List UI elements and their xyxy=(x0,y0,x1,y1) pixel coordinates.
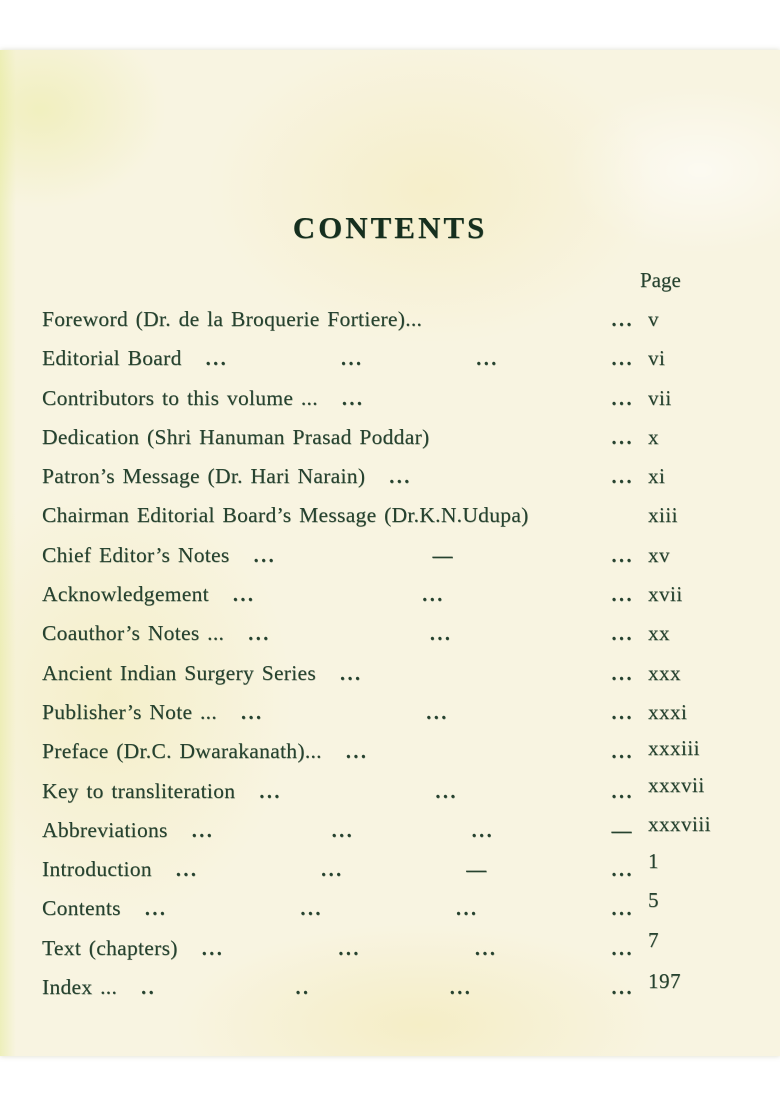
dot-leader: ... xyxy=(611,741,634,764)
dot-leader: ... xyxy=(191,819,215,842)
page-number: xx xyxy=(648,621,670,646)
toc-entry-label: Contents xyxy=(42,896,121,921)
toc-entry-label: Key to transliteration xyxy=(42,778,236,803)
toc-row xyxy=(0,300,780,339)
dot-leader: ... xyxy=(389,466,412,489)
dot-leader: ... xyxy=(340,348,364,371)
dot-leader: ... xyxy=(205,348,229,371)
dot-leader: ... xyxy=(248,623,271,646)
dot-leader: ... xyxy=(611,348,634,371)
toc-row xyxy=(0,693,780,732)
dot-leader: ... xyxy=(435,780,458,803)
dot-leader: ... xyxy=(611,466,634,489)
dot-leader: ... xyxy=(201,937,225,960)
toc-entry-label: Text (chapters) xyxy=(42,935,178,960)
toc-entry-label: Publisher’s Note ... xyxy=(42,699,218,724)
toc-row xyxy=(0,418,780,457)
page-number: xxxvii xyxy=(648,772,705,797)
dot-leaders xyxy=(145,890,634,929)
dot-leader: — xyxy=(611,819,634,842)
dot-leaders xyxy=(233,576,634,615)
dot-leader: ... xyxy=(259,780,282,803)
dot-leader: ... xyxy=(422,584,445,607)
dot-leader: ... xyxy=(449,977,473,1000)
dot-leader: ... xyxy=(338,937,361,960)
dot-leader: ... xyxy=(471,819,495,842)
dot-leaders xyxy=(454,419,635,458)
toc-entry-label: Preface (Dr.C. Dwarakanath)... xyxy=(42,739,322,764)
dot-leader: — xyxy=(432,544,456,567)
dot-leaders xyxy=(248,615,634,654)
toc-entry-label: Introduction xyxy=(42,857,152,882)
toc-entry-label: Coauthor’s Notes ... xyxy=(42,621,225,646)
dot-leader: — xyxy=(466,859,489,882)
toc-row xyxy=(0,614,780,653)
dot-leaders xyxy=(254,537,634,576)
page-number: vii xyxy=(648,385,672,410)
toc-entry-label: Acknowledgement xyxy=(42,582,209,607)
dot-leader: .. xyxy=(295,977,311,1000)
dot-leader: ... xyxy=(611,544,634,567)
toc-entry-label: Chairman Editorial Board’s Message (Dr.K.N.Udupa) xyxy=(42,503,529,528)
toc-row xyxy=(0,536,780,575)
dot-leader: ... xyxy=(340,662,363,685)
toc-entry-label: Ancient Indian Surgery Series xyxy=(42,660,317,685)
dot-leaders xyxy=(141,969,634,1008)
dot-leader: ... xyxy=(611,780,634,803)
toc-entry-label: Dedication (Shri Hanuman Prasad Poddar) xyxy=(42,424,430,449)
toc-entry-label: Editorial Board xyxy=(42,346,182,371)
toc-entry-label: Index ... xyxy=(42,975,118,1000)
page-number: 7 xyxy=(648,927,659,952)
dot-leader: ... xyxy=(175,859,199,882)
dot-leaders xyxy=(241,694,634,733)
dot-leaders xyxy=(342,380,634,419)
toc-row xyxy=(0,575,780,614)
dot-leader: ... xyxy=(611,937,634,960)
toc-row xyxy=(0,457,780,496)
dot-leaders xyxy=(202,930,634,969)
dot-leader: ... xyxy=(321,859,344,882)
dot-leader: ... xyxy=(611,623,634,646)
toc-entry-label: Chief Editor’s Notes xyxy=(42,542,230,567)
toc-list xyxy=(0,300,780,1007)
dot-leader: ... xyxy=(144,898,168,921)
toc-entry-label: Patron’s Message (Dr. Hari Narain) xyxy=(42,464,366,489)
dot-leader: ... xyxy=(241,701,264,724)
page-number: vi xyxy=(648,346,666,371)
dot-leader: ... xyxy=(474,937,498,960)
dot-leaders xyxy=(446,301,634,340)
toc-row xyxy=(0,339,780,378)
page-number: xxx xyxy=(648,660,681,685)
page-number: v xyxy=(648,307,659,331)
dot-leader: ... xyxy=(611,701,634,724)
page-number: xi xyxy=(648,464,666,489)
dot-leader: ... xyxy=(611,977,634,1000)
page-title: CONTENTS xyxy=(292,210,488,245)
toc-row xyxy=(0,968,780,1007)
dot-leader: ... xyxy=(331,819,355,842)
dot-leaders xyxy=(176,851,634,890)
dot-leaders xyxy=(206,340,634,379)
dot-leader: ... xyxy=(426,701,449,724)
dot-leader: ... xyxy=(611,387,634,410)
page-number: xxxi xyxy=(648,699,688,724)
page-number: xxxviii xyxy=(648,811,712,836)
page-number: 197 xyxy=(648,969,681,994)
dot-leaders xyxy=(192,812,634,851)
dot-leader: ... xyxy=(476,348,499,371)
toc-row xyxy=(0,496,780,535)
toc-row xyxy=(0,654,780,693)
page-column-header: Page xyxy=(640,268,681,292)
dot-leader: ... xyxy=(300,898,323,921)
page-number: x xyxy=(648,424,659,449)
dot-leader: ... xyxy=(341,387,365,410)
dot-leader: ... xyxy=(253,544,277,567)
page-number: xiii xyxy=(648,503,679,528)
dot-leader: ... xyxy=(611,309,634,331)
page-number: 1 xyxy=(648,849,659,874)
dot-leader: ... xyxy=(611,898,634,921)
page-number: xxxiii xyxy=(648,736,701,761)
toc-entry-label: Abbreviations xyxy=(42,817,168,842)
page-number: xvii xyxy=(648,582,683,607)
dot-leaders xyxy=(259,773,634,812)
dot-leader: ... xyxy=(611,859,634,882)
toc-entry-label: Foreword (Dr. de la Broquerie Fortiere)... xyxy=(42,307,423,331)
dot-leader: ... xyxy=(611,584,634,607)
page-number: 5 xyxy=(648,888,659,913)
dot-leader: ... xyxy=(429,623,453,646)
scan-page xyxy=(0,50,780,1056)
dot-leader: ... xyxy=(345,741,369,764)
page-number: xv xyxy=(648,542,670,567)
toc-row xyxy=(0,379,780,418)
dot-leaders xyxy=(346,733,634,772)
dot-leader: .. xyxy=(141,977,157,1000)
dot-leader: ... xyxy=(232,584,256,607)
dot-leader: ... xyxy=(611,426,634,449)
dot-leader: ... xyxy=(611,662,634,685)
dot-leaders xyxy=(340,655,634,694)
dot-leader: ... xyxy=(455,898,479,921)
dot-leaders xyxy=(389,458,634,497)
toc-entry-label: Contributors to this volume ... xyxy=(42,385,318,410)
